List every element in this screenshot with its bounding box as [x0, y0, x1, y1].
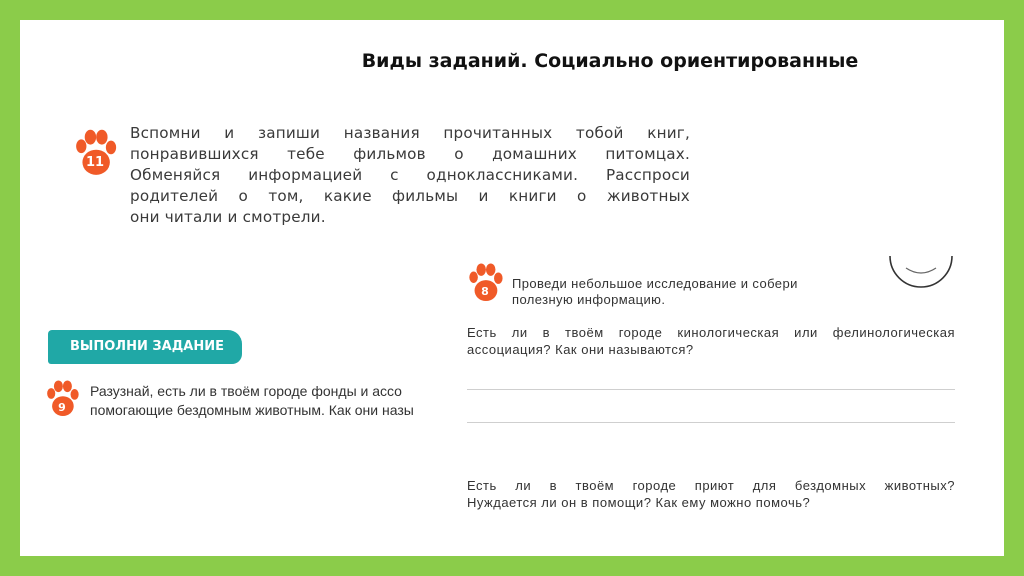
paw-icon-task-9 [44, 378, 80, 418]
circle-decoration [886, 256, 956, 302]
task-8-text [512, 276, 872, 308]
text-line: они читали и смотрели. [130, 208, 326, 226]
task-number: 8 [481, 285, 489, 298]
text-line: родителей о том, какие фильмы и книги о животных [130, 187, 690, 205]
question-1 [467, 324, 955, 358]
text-line: помогающие бездомным животным. Как они назы [90, 402, 414, 418]
paw-icon-task-8 [466, 262, 504, 302]
text-line: Нуждается ли он в помощи? Как ему можно помочь? [467, 495, 811, 510]
text-line: Проведи небольшое исследование и собери [512, 276, 798, 291]
text-line: Есть ли в твоём городе кинологическая или фелинологическая [467, 325, 955, 340]
text-line: Разузнай, есть ли в твоём городе фонды и ассо [90, 383, 402, 399]
task-number: 9 [58, 401, 66, 414]
do-task-banner: ВЫПОЛНИ ЗАДАНИЕ [48, 330, 242, 364]
text-line: полезную информацию. [512, 292, 666, 307]
task-number: 11 [85, 155, 105, 170]
answer-line [467, 389, 955, 390]
paw-icon-task-11 [72, 128, 118, 176]
text-line: Есть ли в твоём городе приют для бездомных животных? [467, 478, 955, 493]
slide-title: Виды заданий. Социально ориентированные [361, 50, 859, 72]
text-line: ассоциация? Как они называются? [467, 342, 694, 357]
task-9-text [90, 382, 442, 420]
text-line: Обменяйся информацией с одноклассниками. Расспроси [130, 166, 690, 184]
text-line: понравившихся тебе фильмов о домашних питомцах. [130, 145, 690, 163]
task-11-text [130, 123, 690, 228]
slide [20, 20, 1004, 556]
question-2 [467, 477, 955, 511]
text-line: Вспомни и запиши названия прочитанных тобой книг, [130, 124, 690, 142]
answer-line [467, 422, 955, 423]
